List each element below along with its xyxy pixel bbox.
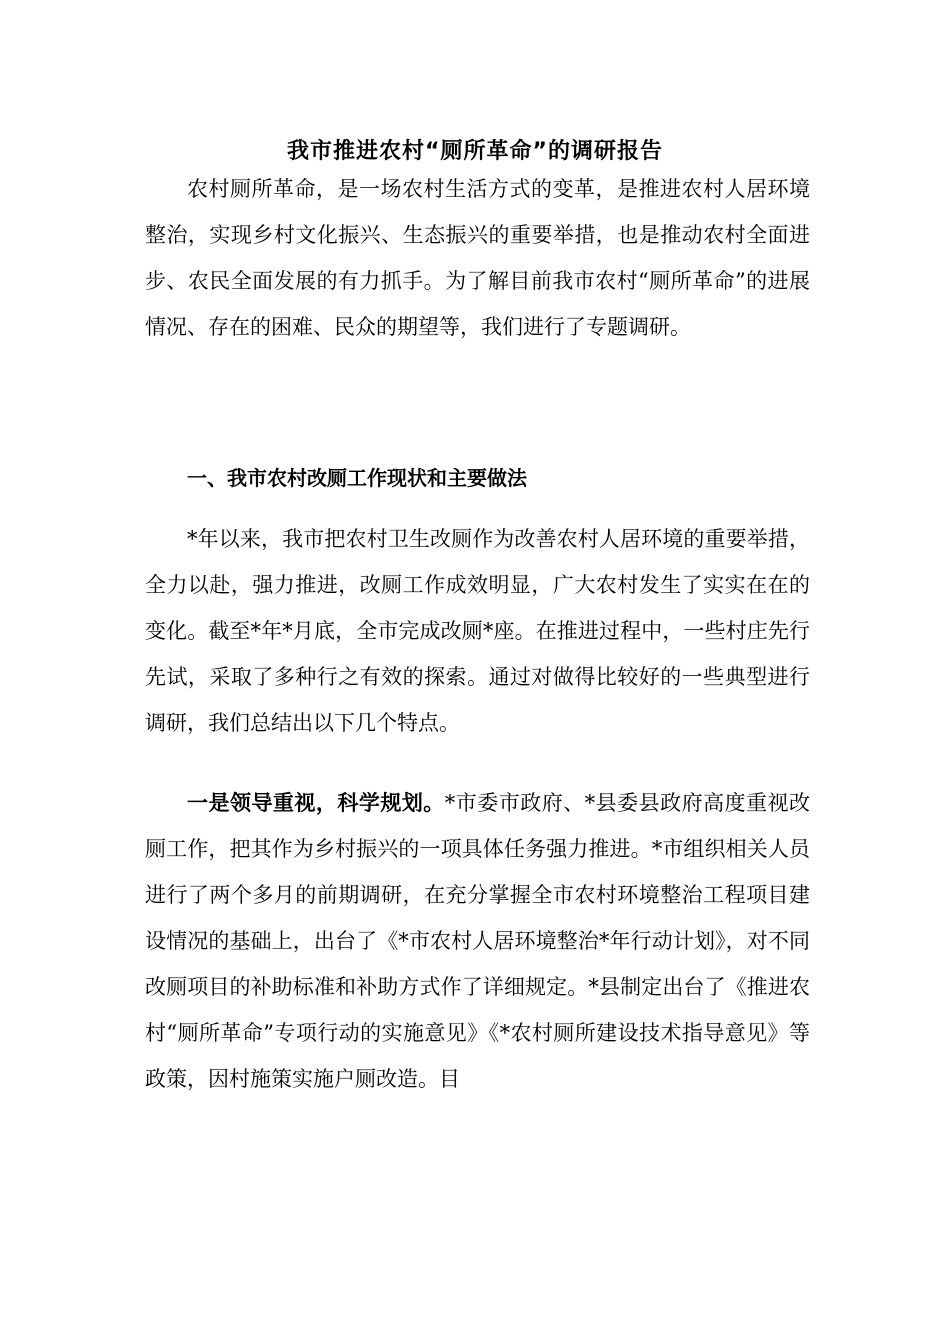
intro-paragraph: 农村厕所革命，是一场农村生活方式的变革，是推进农村人居环境整治，实现乡村文化振兴、生态振兴的重要举措，也是推动农村全面进步、农民全面发展的有力抓手。为了解目前我市农村“厕所革命”的进展情况、存在的困难、民众的期望等，我们进行了专题调研。 — [145, 177, 810, 339]
point-lead: 一是领导重视，科学规划。 — [187, 791, 445, 815]
document-title: 我市推进农村“厕所革命”的调研报告 — [287, 139, 663, 164]
section-paragraph: *年以来，我市把农村卫生改厕作为改善农村人居环境的重要举措，全力以赴，强力推进，改厕工作成效明显，广大农村发生了实实在在的变化。截至*年*月底，全市完成改厕*座。在推进过程中，一些村庄先行先试，采取了多种行之有效的探索。通过对做得比较好的一些典型进行调研，我们总结出以下几个特点。 — [145, 527, 810, 735]
section-heading: 一、我市农村改厕工作现状和主要做法 — [187, 466, 527, 490]
point-paragraph — [145, 780, 810, 1102]
point-body: *市委市政府、*县委县政府高度重视改厕工作，把其作为乡村振兴的一项具体任务强力推进。*市组织相关人员进行了两个多月的前期调研，在充分掌握全市农村环境整治工程项目建设情况的基础上，出台了《*市农村人居环境整治*年行动计划》，对不同改厕项目的补助标准和补助方式作了详细规定。*县制定出台了《推进农村“厕所革命”专项行动的实施意见》《*农村厕所建设技术指导意见》等政策，因村施策实施户厕改造。目 — [145, 791, 811, 1091]
